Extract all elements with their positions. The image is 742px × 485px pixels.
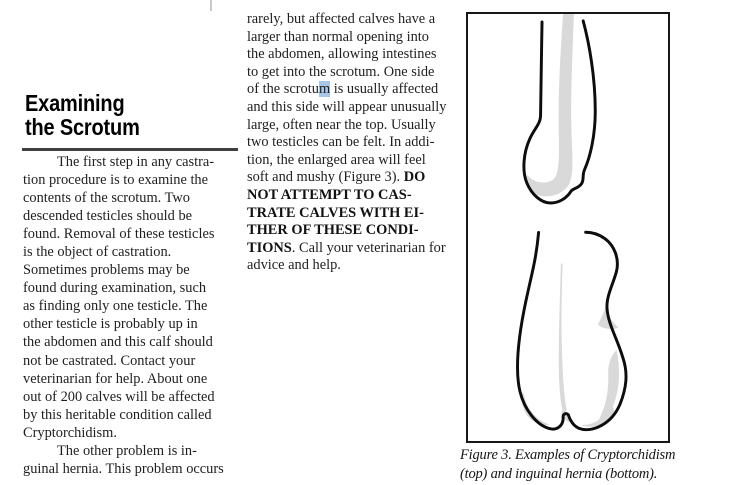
text-line: of the scrotum is usually affected (247, 81, 439, 98)
text-line: NOT ATTEMPT TO CAS- (247, 186, 412, 203)
text-line: as finding only one testicle. The (23, 298, 208, 315)
text-line: Sometimes problems may be (23, 262, 190, 279)
heading-line-1: Examining (25, 90, 125, 116)
figure-caption (460, 446, 700, 484)
left-text-column (23, 153, 241, 478)
text-line: larger than normal opening into (247, 28, 429, 45)
text-line: by this heritable condition called (23, 406, 212, 423)
caption-line-2: (top) and inguinal hernia (bottom). (460, 466, 658, 482)
text-line: soft and mushy (Figure 3). DO (247, 169, 426, 186)
text-line: TRATE CALVES WITH EI- (247, 204, 424, 221)
text-line: advice and help. (247, 257, 341, 274)
caption-line-1: Figure 3. Examples of Cryptorchidism (460, 447, 676, 463)
text-line: out of 200 calves will be affected (23, 388, 215, 405)
figure-illustration (468, 14, 668, 441)
text-line: rarely, but affected calves have a (247, 11, 436, 27)
text-line: The first step in any castra- (57, 154, 215, 170)
text-highlight: m (318, 81, 331, 98)
hernia-center-shading (559, 264, 567, 412)
text-line: the abdomen and this calf should (23, 334, 213, 351)
middle-text-column (247, 11, 461, 275)
text-line: tion procedure is to examine the (23, 172, 209, 189)
text-line: found during examination, such (23, 280, 207, 297)
text-line: The other problem is in- (57, 442, 197, 459)
text-line: Cryptorchidism. (23, 424, 117, 441)
text-line: contents of the scrotum. Two (23, 190, 190, 207)
cryptorchidism-drawing (524, 14, 595, 203)
inguinal-hernia-drawing (517, 232, 626, 429)
text-line: veterinarian for help. About one (23, 370, 208, 387)
section-heading (25, 92, 140, 139)
text-line: tion, the enlarged area will feel (247, 151, 426, 168)
text-line: to get into the scrotum. One side (247, 63, 435, 80)
text-line: and this side will appear unusually (247, 98, 447, 115)
text-line: found. Removal of these testicles (23, 226, 215, 243)
text-line: the abdomen, allowing intestines (247, 46, 437, 63)
figure-box (466, 12, 670, 443)
text-line: is the object of castration. (23, 244, 172, 261)
heading-rule (22, 148, 238, 151)
text-line: TIONS. Call your veterinarian for (247, 239, 446, 256)
text-line: other testicle is probably up in (23, 316, 198, 333)
text-line: not be castrated. Contact your (23, 352, 196, 369)
text-line: large, often near the top. Usually (247, 116, 436, 133)
text-line: guinal hernia. This problem occurs (23, 460, 224, 477)
text-line: descended testicles should be (23, 208, 193, 225)
text-line: THER OF THESE CONDI- (247, 222, 419, 239)
text-line: two testicles can be felt. In addi- (247, 134, 435, 151)
cryptorchidism-shading (526, 14, 574, 196)
scan-artifact-line (210, 0, 212, 11)
heading-line-2: the Scrotum (25, 113, 140, 140)
